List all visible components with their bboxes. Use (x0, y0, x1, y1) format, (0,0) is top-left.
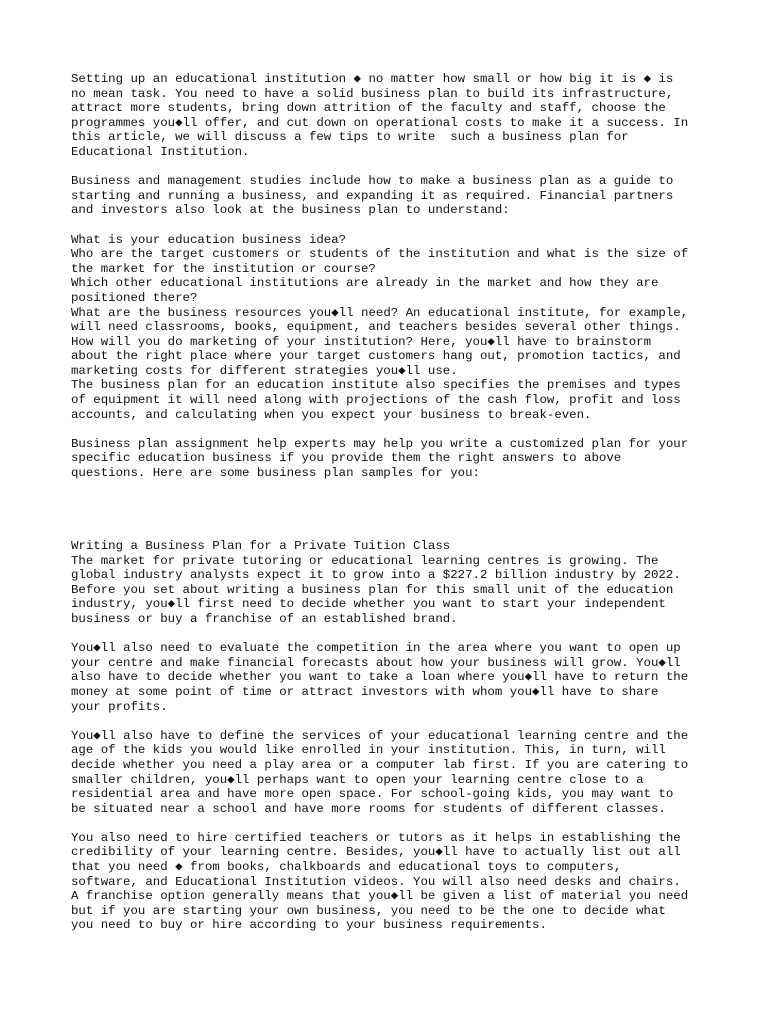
text-line: programmes you◆ll offer, and cut down on operational costs to make it a success. In (71, 115, 689, 130)
question-line: The business plan for an education institute also specifies the premises and types (71, 378, 681, 393)
text-line: this article, we will discuss a few tips to write such a business plan for (71, 130, 629, 145)
text-line: attract more students, bring down attrition of the faculty and staff, choose the (71, 101, 666, 116)
question-line: positioned there? (71, 290, 198, 305)
text-line: and investors also look at the business plan to understand: (71, 203, 510, 218)
market-paragraph (71, 539, 711, 627)
text-line: business or buy a franchise of an established brand. (71, 611, 458, 626)
question-line: accounts, and calculating when you expect your business to break-even. (71, 407, 592, 422)
text-line: credibility of your learning centre. Besides, you◆ll have to actually list out all (71, 845, 681, 860)
text-line: no mean task. You need to have a solid business plan to build its infrastructure, (71, 86, 674, 101)
question-line: How will you do marketing of your institution? Here, you◆ll have to brainstorm (71, 334, 652, 349)
question-line: the market for the institution or course? (71, 261, 376, 276)
help-paragraph (71, 437, 711, 481)
text-line: you need to buy or hire according to your business requirements. (71, 918, 547, 933)
competition-paragraph (71, 641, 711, 714)
text-line: residential area and have more open space. For school-going kids, you may want to (71, 787, 674, 802)
text-line: questions. Here are some business plan samples for you: (71, 466, 480, 481)
text-line: but if you are starting your own business, you need to be the one to decide what (71, 903, 666, 918)
question-line: of equipment it will need along with projections of the cash flow, profit and loss (71, 393, 681, 408)
intro-paragraph (71, 72, 711, 160)
text-line: Before you set about writing a business plan for this small unit of the education (71, 582, 674, 597)
text-line: You◆ll also need to evaluate the competition in the area where you want to open up (71, 641, 681, 656)
text-line: Setting up an educational institution ◆ no matter how small or how big it is ◆ is (71, 72, 674, 86)
teachers-paragraph (71, 831, 711, 933)
text-line: also have to decide whether you want to take a loan where you◆ll have to return the (71, 670, 689, 685)
text-line: age of the kids you would like enrolled in your institution. This, in turn, will (71, 743, 666, 758)
services-paragraph (71, 729, 711, 817)
text-line: You◆ll also have to define the services of your educational learning centre and the (71, 728, 689, 743)
text-line: You also need to hire certified teachers or tutors as it helps in establishing the (71, 830, 681, 845)
text-line: decide whether you need a play area or a computer lab first. If you are catering to (71, 757, 689, 772)
studies-paragraph (71, 174, 711, 218)
text-line: The market for private tutoring or educational learning centres is growing. The (71, 553, 659, 568)
text-line: be situated near a school and have more rooms for students of different classes. (71, 801, 666, 816)
text-line: industry, you◆ll first need to decide whether you want to start your independent (71, 597, 666, 612)
question-line: What are the business resources you◆ll need? An educational institute, for example, (71, 305, 689, 320)
question-line: about the right place where your target customers hang out, promotion tactics, and (71, 349, 681, 364)
text-line: your profits. (71, 699, 168, 714)
text-line: money at some point of time or attract investors with whom you◆ll have to share (71, 684, 659, 699)
question-line: will need classrooms, books, equipment, and teachers besides several other things. (71, 320, 681, 335)
question-line: Who are the target customers or students of the institution and what is the size of (71, 247, 689, 262)
text-line: global industry analysts expect it to grow into a $227.2 billion industry by 2022. (71, 568, 681, 583)
text-line: Business plan assignment help experts may help you write a customized plan for your (71, 436, 689, 451)
section-title: Writing a Business Plan for a Private Tuition Class (71, 539, 451, 554)
text-line: specific education business if you provide them the right answers to above (71, 451, 622, 466)
text-line: Business and management studies include how to make a business plan as a guide to (71, 174, 674, 189)
question-line: What is your education business idea? (71, 232, 347, 247)
question-line: Which other educational institutions are already in the market and how they are (71, 276, 659, 291)
section-spacer (71, 495, 711, 539)
question-line: marketing costs for different strategies you◆ll use. (71, 363, 458, 378)
text-line: starting and running a business, and expanding it as required. Financial partners (71, 188, 674, 203)
text-line: your centre and make financial forecasts about how your business will grow. You◆ll (71, 655, 681, 670)
text-line: software, and Educational Institution videos. You will also need desks and chairs. (71, 874, 681, 889)
document-body (71, 72, 711, 948)
text-line: that you need ◆ from books, chalkboards and educational toys to computers, (71, 860, 622, 875)
text-line: smaller children, you◆ll perhaps want to open your learning centre close to a (71, 772, 644, 787)
text-line: A franchise option generally means that you◆ll be given a list of material you need (71, 889, 689, 904)
text-line: Educational Institution. (71, 144, 250, 159)
questions-list (71, 233, 711, 423)
